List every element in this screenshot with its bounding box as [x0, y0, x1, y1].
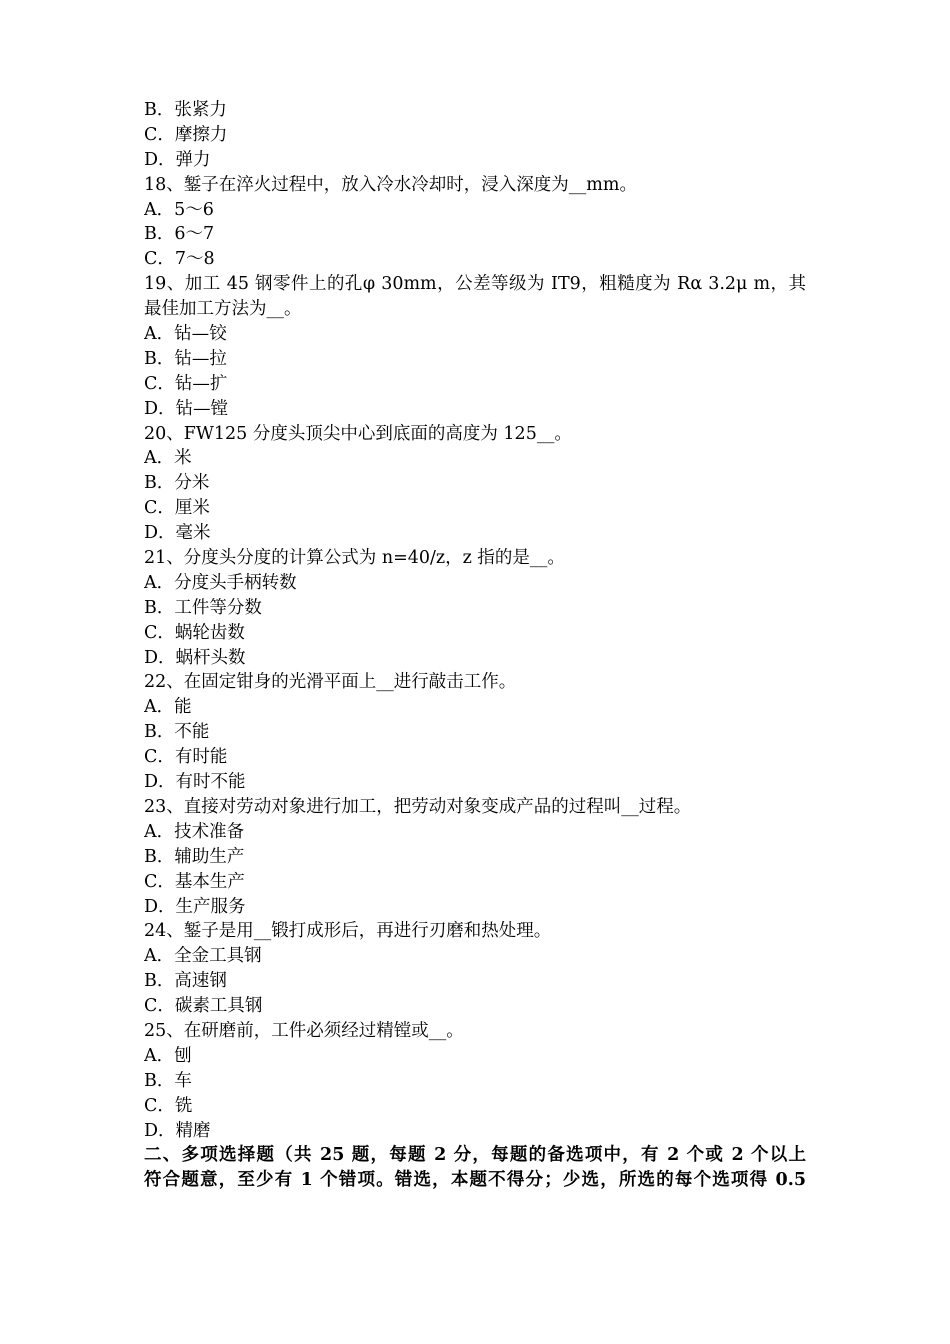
- text-line: C．7～8: [144, 249, 215, 270]
- text-line: A．刨: [144, 1045, 192, 1066]
- text-line: C．钻—扩: [144, 373, 228, 394]
- text-line: C．铣: [144, 1095, 193, 1116]
- text-line: C．有时能: [144, 747, 228, 768]
- text-line: B．车: [144, 1070, 192, 1091]
- text-line: A．技术准备: [144, 821, 245, 842]
- text-line: D．钻—镗: [144, 398, 229, 419]
- text-line: D．有时不能: [144, 772, 246, 793]
- section-heading-line: 二、多项选择题（共 25 题，每题 2 分，每题的备选项中，有 2 个或 2 个以上: [144, 1145, 806, 1166]
- text-line: 21、分度头分度的计算公式为 n=40/z，z 指的是__。: [144, 548, 565, 569]
- text-line: C．摩擦力: [144, 124, 228, 145]
- text-line: 23、直接对劳动对象进行加工，把劳动对象变成产品的过程叫__过程。: [144, 796, 692, 817]
- text-line: A．能: [144, 697, 192, 718]
- text-line: A．5～6: [144, 199, 214, 220]
- text-line: B．钻—拉: [144, 348, 227, 369]
- text-line: B．分米: [144, 473, 210, 494]
- text-line: 25、在研磨前，工件必须经过精镗或__。: [144, 1020, 464, 1041]
- text-line: A．全金工具钢: [144, 946, 262, 967]
- text-line: D．蜗杆头数: [144, 647, 246, 668]
- text-line: A．分度头手柄转数: [144, 572, 297, 593]
- text-line: 最佳加工方法为__。: [144, 299, 302, 320]
- text-line: 19、加工 45 钢零件上的孔φ 30mm，公差等级为 IT9，粗糙度为 Rα 3.2μ m，其: [144, 274, 806, 295]
- text-line: B．高速钢: [144, 971, 227, 992]
- text-line: 18、錾子在淬火过程中，放入冷水冷却时，浸入深度为__mm。: [144, 174, 637, 195]
- text-line: C．厘米: [144, 498, 210, 519]
- text-line: B．6～7: [144, 224, 215, 245]
- text-line: B．不能: [144, 722, 210, 743]
- text-line: A．米: [144, 448, 192, 469]
- text-line: C．碳素工具钢: [144, 996, 263, 1017]
- text-line: C．蜗轮齿数: [144, 622, 245, 643]
- text-line: 24、錾子是用__锻打成形后，再进行刃磨和热处理。: [144, 921, 552, 942]
- text-line: B．张紧力: [144, 100, 227, 120]
- text-line: D．精磨: [144, 1120, 211, 1141]
- text-line: B．辅助生产: [144, 846, 245, 867]
- text-line: A．钻—铰: [144, 324, 227, 345]
- text-line: C．基本生产: [144, 871, 245, 892]
- section-heading-line: 符合题意，至少有 1 个错项。错选，本题不得分；少选，所选的每个选项得 0.5: [144, 1170, 806, 1191]
- text-line: 22、在固定钳身的光滑平面上__进行敲击工作。: [144, 672, 517, 693]
- text-line: D．生产服务: [144, 896, 246, 917]
- text-line: D．毫米: [144, 523, 211, 544]
- text-line: D．弹力: [144, 149, 211, 170]
- document-body: [144, 98, 806, 1193]
- text-line: 20、FW125 分度头顶尖中心到底面的高度为 125__。: [144, 423, 572, 444]
- text-line: B．工件等分数: [144, 597, 262, 618]
